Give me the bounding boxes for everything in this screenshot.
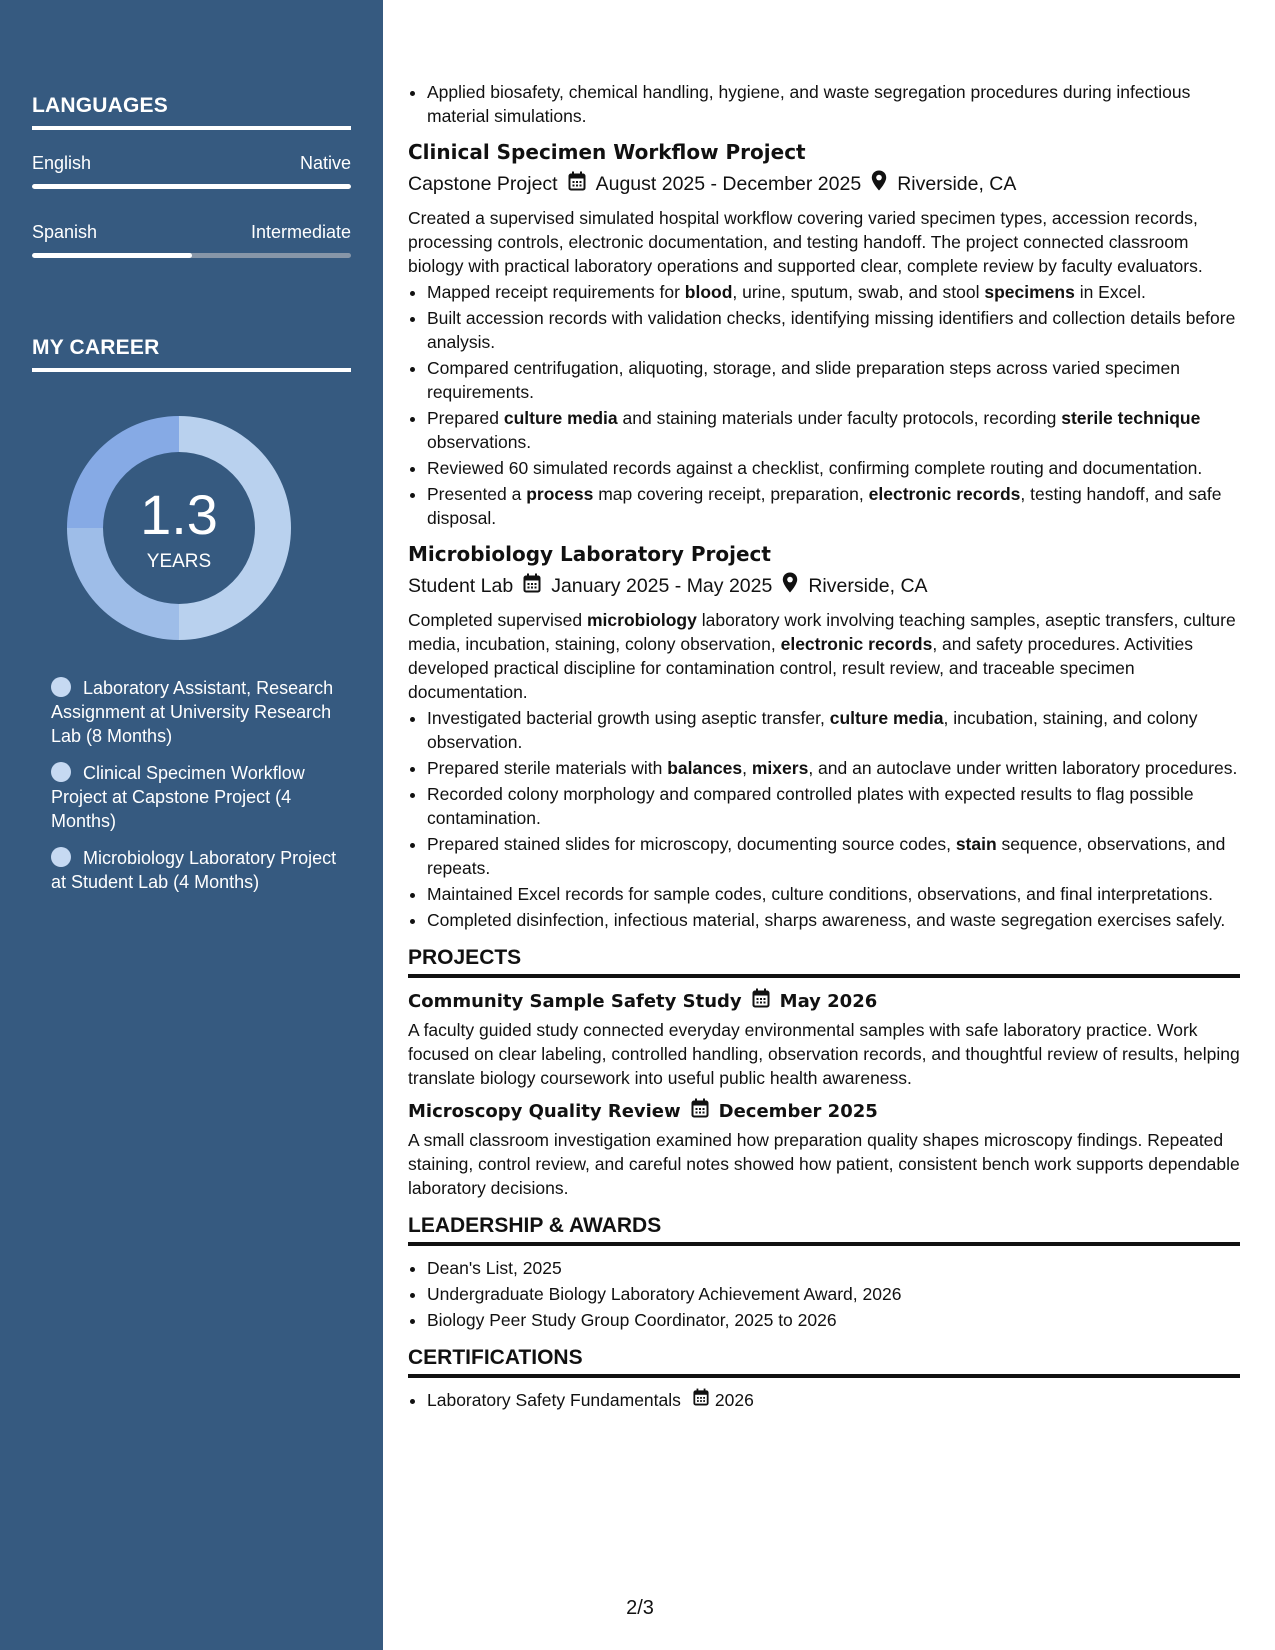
- project-date: December 2025: [718, 1101, 878, 1122]
- entry-bullets: [408, 280, 1240, 530]
- map-pin-icon: [782, 572, 798, 600]
- entry-meta: [408, 170, 1240, 198]
- project-title-row: [408, 988, 1240, 1016]
- bullet-item: • Mapped receipt requirements for blood, urine, sputum, swab, and stool specimens in Excel.: [427, 280, 1240, 304]
- project-description: A small classroom investigation examined how preparation quality shapes microscopy findings. Repeated staining, control review, and careful notes showed how patient, consistent bench work supports dependable laboratory decisions.: [408, 1130, 1240, 1198]
- main-content: [408, 80, 1240, 1414]
- career-item: [51, 846, 341, 894]
- calendar-icon: [523, 573, 541, 600]
- projects-heading: PROJECTS: [408, 946, 1240, 978]
- language-name: Spanish: [32, 222, 98, 242]
- bullet-item: • Recorded colony morphology and compared controlled plates with expected results to flag possible contamination.: [427, 782, 1240, 830]
- calendar-icon: [752, 988, 770, 1016]
- entry-dates: August 2025 - December 2025: [595, 173, 862, 195]
- certification-name: • Laboratory Safety Fundamentals: [427, 1390, 681, 1410]
- entry-title: Microbiology Laboratory Project: [408, 542, 771, 566]
- leadership-item: • Biology Peer Study Group Coordinator, 2025 to 2026: [427, 1308, 1240, 1332]
- career-dot-icon: [51, 847, 71, 867]
- bullet-item: • Completed disinfection, infectious material, sharps awareness, and waste segregation exercises safely.: [427, 908, 1240, 932]
- entry-meta: [408, 572, 1240, 600]
- career-total-value: 1.3: [140, 483, 218, 546]
- career-heading: MY CAREER: [32, 336, 351, 372]
- leadership-heading: LEADERSHIP & AWARDS: [408, 1214, 1240, 1246]
- language-level: Native: [299, 153, 351, 173]
- entry-bullets: [408, 706, 1240, 932]
- career-list: [51, 676, 341, 907]
- bullet-item: • Investigated bacterial growth using aseptic transfer, culture media, incubation, staining, and colony observation.: [427, 706, 1240, 754]
- language-name: English: [32, 153, 92, 173]
- entry-organization: Student Lab: [408, 575, 514, 597]
- bullet-item: • Reviewed 60 simulated records against a checklist, confirming complete routing and documentation.: [427, 456, 1240, 480]
- languages-heading: LANGUAGES: [32, 94, 351, 130]
- language-level: Intermediate: [250, 222, 351, 242]
- career-item-text: Laboratory Assistant, Research Assignment at University Research Lab (8 Months): [51, 678, 334, 746]
- language-proficiency-bar: [32, 184, 351, 189]
- entry-location: Riverside, CA: [897, 173, 1017, 195]
- experience-continued-list: [408, 80, 1240, 128]
- bullet-item: • Compared centrifugation, aliquoting, storage, and slide preparation steps across varied specimen requirements.: [427, 356, 1240, 404]
- entry-description: Completed supervised microbiology laboratory work involving teaching samples, aseptic transfers, culture media, incubation, staining, colony observation, electronic records, and safety procedures. Activities developed practical discipline for contamination control, result review, and traceable specimen documentation.: [408, 610, 1236, 702]
- bullet-item: • Applied biosafety, chemical handling, hygiene, and waste segregation procedures during infectious material simulations.: [427, 80, 1240, 128]
- career-dot-icon: [51, 762, 71, 782]
- map-pin-icon: [871, 170, 887, 198]
- bullet-item: • Prepared stained slides for microscopy, documenting source codes, stain sequence, observations, and repeats.: [427, 832, 1240, 880]
- entry-title: Clinical Specimen Workflow Project: [408, 140, 806, 164]
- project-date: May 2026: [779, 991, 878, 1012]
- bullet-item: • Presented a process map covering receipt, preparation, electronic records, testing handoff, and safe disposal.: [427, 482, 1240, 530]
- bullet-item: • Prepared culture media and staining materials under faculty protocols, recording sterile technique observations.: [427, 406, 1240, 454]
- entry-description: Created a supervised simulated hospital workflow covering varied specimen types, accession records, processing controls, electronic documentation, and testing handoff. The project connected classroom biology with practical laboratory operations and supported clear, complete review by faculty evaluators.: [408, 208, 1203, 276]
- certifications-heading: CERTIFICATIONS: [408, 1346, 1240, 1378]
- project-title-row: [408, 1098, 1240, 1126]
- career-dot-icon: [51, 677, 71, 697]
- certification-item: [427, 1388, 1240, 1412]
- calendar-icon: [693, 1388, 709, 1412]
- career-item-text: Microbiology Laboratory Project at Student Lab (4 Months): [51, 848, 337, 892]
- entry-dates: January 2025 - May 2025: [551, 575, 773, 597]
- language-proficiency-fill: [32, 184, 351, 189]
- entry-location: Riverside, CA: [808, 575, 928, 597]
- bullet-item: • Built accession records with validation checks, identifying missing identifiers and collection details before analysis.: [427, 306, 1240, 354]
- career-donut-chart: [66, 415, 292, 641]
- leadership-item: • Undergraduate Biology Laboratory Achievement Award, 2026: [427, 1282, 1240, 1306]
- language-proficiency-bar: [32, 253, 351, 258]
- entry-organization: Capstone Project: [408, 173, 558, 195]
- bullet-item: • Maintained Excel records for sample codes, culture conditions, observations, and final interpretations.: [427, 882, 1240, 906]
- career-item: [51, 676, 341, 748]
- leadership-item: • Dean's List, 2025: [427, 1256, 1240, 1280]
- career-item: [51, 761, 341, 833]
- calendar-icon: [691, 1098, 709, 1126]
- leadership-list: [408, 1256, 1240, 1332]
- page-number: 2/3: [626, 1597, 654, 1619]
- project-title: Microscopy Quality Review: [408, 1101, 681, 1122]
- career-total-unit: YEARS: [146, 551, 212, 572]
- career-item-text: Clinical Specimen Workflow Project at Capstone Project (4 Months): [51, 763, 305, 831]
- certification-year: 2026: [714, 1390, 754, 1410]
- sidebar: [0, 0, 383, 1650]
- language-proficiency-fill: [32, 253, 192, 258]
- bullet-item: • Prepared sterile materials with balances, mixers, and an autoclave under written laboratory procedures.: [427, 756, 1240, 780]
- project-description: A faculty guided study connected everyday environmental samples with safe laboratory practice. Work focused on clear labeling, controlled handling, observation records, and thoughtful review of results, helping translate biology coursework into useful public health awareness.: [408, 1020, 1240, 1088]
- calendar-icon: [568, 171, 586, 198]
- certifications-list: [408, 1388, 1240, 1412]
- project-title: Community Sample Safety Study: [408, 991, 742, 1012]
